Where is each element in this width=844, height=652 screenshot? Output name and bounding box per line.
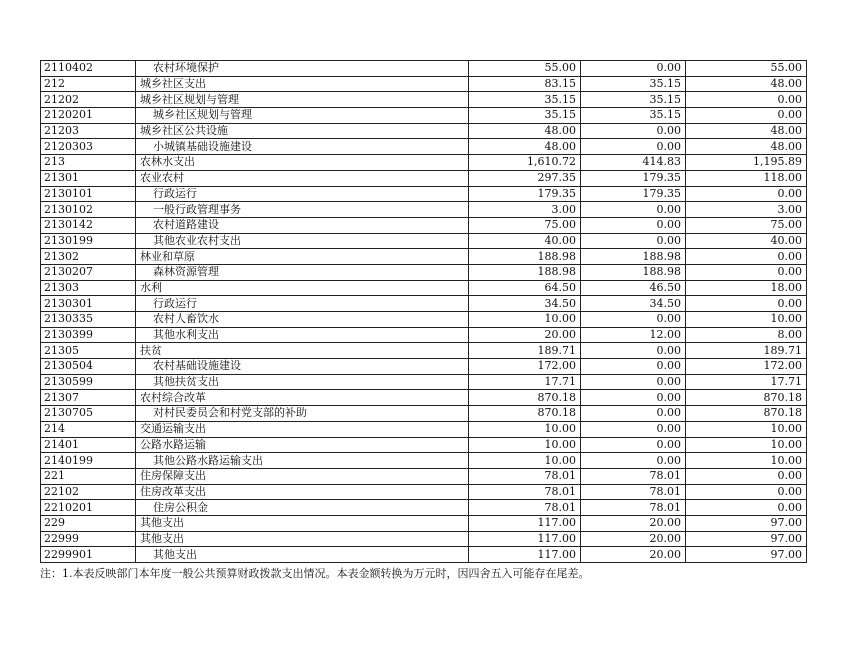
project-expenditure-cell: 0.00 xyxy=(686,264,807,280)
project-expenditure-cell: 0.00 xyxy=(686,500,807,516)
project-expenditure-cell: 0.00 xyxy=(686,468,807,484)
subject-name-cell: 交通运输支出 xyxy=(136,421,469,437)
total-amount-cell: 10.00 xyxy=(469,453,581,469)
basic-expenditure-cell: 0.00 xyxy=(581,123,686,139)
table-row xyxy=(41,312,807,328)
total-amount-cell: 83.15 xyxy=(469,76,581,92)
table-row xyxy=(41,500,807,516)
project-expenditure-cell: 10.00 xyxy=(686,453,807,469)
basic-expenditure-cell: 179.35 xyxy=(581,186,686,202)
subject-name-cell: 城乡社区规划与管理 xyxy=(136,108,469,124)
subject-name-cell: 其他扶贫支出 xyxy=(136,374,469,390)
basic-expenditure-cell: 188.98 xyxy=(581,264,686,280)
project-expenditure-cell: 870.18 xyxy=(686,390,807,406)
subject-code-cell: 2130102 xyxy=(41,202,136,218)
table-body xyxy=(41,61,807,563)
table-row xyxy=(41,108,807,124)
project-expenditure-cell: 97.00 xyxy=(686,547,807,563)
subject-name-cell: 小城镇基础设施建设 xyxy=(136,139,469,155)
total-amount-cell: 55.00 xyxy=(469,61,581,77)
subject-name-cell: 农村人畜饮水 xyxy=(136,312,469,328)
total-amount-cell: 117.00 xyxy=(469,531,581,547)
subject-code-cell: 21307 xyxy=(41,390,136,406)
subject-name-cell: 对村民委员会和村党支部的补助 xyxy=(136,406,469,422)
total-amount-cell: 48.00 xyxy=(469,123,581,139)
basic-expenditure-cell: 34.50 xyxy=(581,296,686,312)
table-row xyxy=(41,374,807,390)
project-expenditure-cell: 55.00 xyxy=(686,61,807,77)
subject-name-cell: 行政运行 xyxy=(136,296,469,312)
basic-expenditure-cell: 0.00 xyxy=(581,390,686,406)
total-amount-cell: 189.71 xyxy=(469,343,581,359)
table-row xyxy=(41,343,807,359)
subject-name-cell: 住房保障支出 xyxy=(136,468,469,484)
subject-name-cell: 住房改革支出 xyxy=(136,484,469,500)
subject-name-cell: 林业和草原 xyxy=(136,249,469,265)
project-expenditure-cell: 48.00 xyxy=(686,123,807,139)
table-row xyxy=(41,359,807,375)
basic-expenditure-cell: 0.00 xyxy=(581,359,686,375)
basic-expenditure-cell: 0.00 xyxy=(581,233,686,249)
subject-code-cell: 22102 xyxy=(41,484,136,500)
table-row xyxy=(41,202,807,218)
table-row xyxy=(41,296,807,312)
project-expenditure-cell: 0.00 xyxy=(686,296,807,312)
basic-expenditure-cell: 35.15 xyxy=(581,76,686,92)
total-amount-cell: 17.71 xyxy=(469,374,581,390)
project-expenditure-cell: 17.71 xyxy=(686,374,807,390)
subject-code-cell: 2130199 xyxy=(41,233,136,249)
table-row xyxy=(41,186,807,202)
project-expenditure-cell: 0.00 xyxy=(686,92,807,108)
table-footnote: 注：1.本表反映部门本年度一般公共预算财政拨款支出情况。本表金额转换为万元时，因四舍五入可能存在尾差。 xyxy=(40,567,590,580)
basic-expenditure-cell: 0.00 xyxy=(581,217,686,233)
table-row xyxy=(41,233,807,249)
subject-name-cell: 农村道路建设 xyxy=(136,217,469,233)
subject-name-cell: 公路水路运输 xyxy=(136,437,469,453)
subject-code-cell: 2130599 xyxy=(41,374,136,390)
subject-code-cell: 2110402 xyxy=(41,61,136,77)
basic-expenditure-cell: 78.01 xyxy=(581,468,686,484)
total-amount-cell: 48.00 xyxy=(469,139,581,155)
table-row xyxy=(41,547,807,563)
table-row xyxy=(41,421,807,437)
subject-name-cell: 其他支出 xyxy=(136,531,469,547)
basic-expenditure-cell: 46.50 xyxy=(581,280,686,296)
project-expenditure-cell: 48.00 xyxy=(686,139,807,155)
project-expenditure-cell: 48.00 xyxy=(686,76,807,92)
table-row xyxy=(41,390,807,406)
basic-expenditure-cell: 0.00 xyxy=(581,312,686,328)
subject-code-cell: 212 xyxy=(41,76,136,92)
subject-name-cell: 住房公积金 xyxy=(136,500,469,516)
total-amount-cell: 40.00 xyxy=(469,233,581,249)
total-amount-cell: 1,610.72 xyxy=(469,155,581,171)
subject-name-cell: 其他农业农村支出 xyxy=(136,233,469,249)
basic-expenditure-cell: 0.00 xyxy=(581,437,686,453)
project-expenditure-cell: 10.00 xyxy=(686,312,807,328)
total-amount-cell: 10.00 xyxy=(469,437,581,453)
total-amount-cell: 10.00 xyxy=(469,312,581,328)
subject-name-cell: 水利 xyxy=(136,280,469,296)
total-amount-cell: 35.15 xyxy=(469,92,581,108)
budget-expenditure-table xyxy=(40,60,807,563)
subject-code-cell: 21202 xyxy=(41,92,136,108)
subject-code-cell: 21305 xyxy=(41,343,136,359)
subject-code-cell: 2130301 xyxy=(41,296,136,312)
total-amount-cell: 34.50 xyxy=(469,296,581,312)
basic-expenditure-cell: 78.01 xyxy=(581,500,686,516)
subject-code-cell: 2120303 xyxy=(41,139,136,155)
table-row xyxy=(41,468,807,484)
subject-code-cell: 21303 xyxy=(41,280,136,296)
subject-code-cell: 2130335 xyxy=(41,312,136,328)
total-amount-cell: 20.00 xyxy=(469,327,581,343)
table-row xyxy=(41,406,807,422)
subject-code-cell: 214 xyxy=(41,421,136,437)
total-amount-cell: 870.18 xyxy=(469,390,581,406)
table-row xyxy=(41,264,807,280)
basic-expenditure-cell: 78.01 xyxy=(581,484,686,500)
table-row xyxy=(41,155,807,171)
subject-name-cell: 其他支出 xyxy=(136,515,469,531)
basic-expenditure-cell: 188.98 xyxy=(581,249,686,265)
subject-code-cell: 21301 xyxy=(41,170,136,186)
project-expenditure-cell: 18.00 xyxy=(686,280,807,296)
project-expenditure-cell: 10.00 xyxy=(686,421,807,437)
subject-code-cell: 2130399 xyxy=(41,327,136,343)
basic-expenditure-cell: 0.00 xyxy=(581,202,686,218)
project-expenditure-cell: 0.00 xyxy=(686,186,807,202)
subject-name-cell: 农村综合改革 xyxy=(136,390,469,406)
subject-code-cell: 2210201 xyxy=(41,500,136,516)
subject-name-cell: 农村基础设施建设 xyxy=(136,359,469,375)
basic-expenditure-cell: 0.00 xyxy=(581,61,686,77)
basic-expenditure-cell: 179.35 xyxy=(581,170,686,186)
basic-expenditure-cell: 20.00 xyxy=(581,515,686,531)
subject-code-cell: 221 xyxy=(41,468,136,484)
project-expenditure-cell: 8.00 xyxy=(686,327,807,343)
project-expenditure-cell: 10.00 xyxy=(686,437,807,453)
subject-code-cell: 2299901 xyxy=(41,547,136,563)
table-row xyxy=(41,249,807,265)
project-expenditure-cell: 0.00 xyxy=(686,108,807,124)
subject-name-cell: 农林水支出 xyxy=(136,155,469,171)
basic-expenditure-cell: 20.00 xyxy=(581,547,686,563)
subject-code-cell: 22999 xyxy=(41,531,136,547)
subject-name-cell: 扶贫 xyxy=(136,343,469,359)
table-row xyxy=(41,280,807,296)
basic-expenditure-cell: 35.15 xyxy=(581,92,686,108)
table-row xyxy=(41,217,807,233)
table-row xyxy=(41,170,807,186)
project-expenditure-cell: 75.00 xyxy=(686,217,807,233)
total-amount-cell: 10.00 xyxy=(469,421,581,437)
total-amount-cell: 188.98 xyxy=(469,264,581,280)
subject-name-cell: 农村环境保护 xyxy=(136,61,469,77)
project-expenditure-cell: 97.00 xyxy=(686,515,807,531)
subject-code-cell: 2130705 xyxy=(41,406,136,422)
subject-name-cell: 城乡社区公共设施 xyxy=(136,123,469,139)
subject-code-cell: 229 xyxy=(41,515,136,531)
total-amount-cell: 179.35 xyxy=(469,186,581,202)
subject-name-cell: 农业农村 xyxy=(136,170,469,186)
basic-expenditure-cell: 20.00 xyxy=(581,531,686,547)
total-amount-cell: 297.35 xyxy=(469,170,581,186)
project-expenditure-cell: 0.00 xyxy=(686,484,807,500)
basic-expenditure-cell: 0.00 xyxy=(581,343,686,359)
subject-name-cell: 城乡社区规划与管理 xyxy=(136,92,469,108)
table-row xyxy=(41,484,807,500)
basic-expenditure-cell: 0.00 xyxy=(581,374,686,390)
project-expenditure-cell: 118.00 xyxy=(686,170,807,186)
subject-code-cell: 2140199 xyxy=(41,453,136,469)
total-amount-cell: 35.15 xyxy=(469,108,581,124)
project-expenditure-cell: 3.00 xyxy=(686,202,807,218)
table-row xyxy=(41,61,807,77)
total-amount-cell: 117.00 xyxy=(469,547,581,563)
subject-code-cell: 21401 xyxy=(41,437,136,453)
basic-expenditure-cell: 35.15 xyxy=(581,108,686,124)
total-amount-cell: 64.50 xyxy=(469,280,581,296)
total-amount-cell: 188.98 xyxy=(469,249,581,265)
table-row xyxy=(41,123,807,139)
basic-expenditure-cell: 0.00 xyxy=(581,406,686,422)
subject-code-cell: 2120201 xyxy=(41,108,136,124)
total-amount-cell: 172.00 xyxy=(469,359,581,375)
project-expenditure-cell: 0.00 xyxy=(686,249,807,265)
basic-expenditure-cell: 0.00 xyxy=(581,139,686,155)
table-row xyxy=(41,139,807,155)
subject-name-cell: 其他支出 xyxy=(136,547,469,563)
table-row xyxy=(41,437,807,453)
table-row xyxy=(41,515,807,531)
total-amount-cell: 78.01 xyxy=(469,468,581,484)
table-row xyxy=(41,327,807,343)
project-expenditure-cell: 40.00 xyxy=(686,233,807,249)
subject-name-cell: 城乡社区支出 xyxy=(136,76,469,92)
total-amount-cell: 78.01 xyxy=(469,500,581,516)
subject-name-cell: 一般行政管理事务 xyxy=(136,202,469,218)
project-expenditure-cell: 870.18 xyxy=(686,406,807,422)
subject-code-cell: 2130142 xyxy=(41,217,136,233)
subject-name-cell: 森林资源管理 xyxy=(136,264,469,280)
table-row xyxy=(41,92,807,108)
basic-expenditure-cell: 0.00 xyxy=(581,421,686,437)
subject-name-cell: 行政运行 xyxy=(136,186,469,202)
project-expenditure-cell: 189.71 xyxy=(686,343,807,359)
project-expenditure-cell: 97.00 xyxy=(686,531,807,547)
subject-code-cell: 21203 xyxy=(41,123,136,139)
total-amount-cell: 117.00 xyxy=(469,515,581,531)
subject-code-cell: 21302 xyxy=(41,249,136,265)
basic-expenditure-cell: 0.00 xyxy=(581,453,686,469)
total-amount-cell: 78.01 xyxy=(469,484,581,500)
project-expenditure-cell: 1,195.89 xyxy=(686,155,807,171)
subject-code-cell: 2130207 xyxy=(41,264,136,280)
table-row xyxy=(41,453,807,469)
subject-code-cell: 213 xyxy=(41,155,136,171)
table-row xyxy=(41,76,807,92)
basic-expenditure-cell: 414.83 xyxy=(581,155,686,171)
total-amount-cell: 3.00 xyxy=(469,202,581,218)
subject-code-cell: 2130101 xyxy=(41,186,136,202)
basic-expenditure-cell: 12.00 xyxy=(581,327,686,343)
project-expenditure-cell: 172.00 xyxy=(686,359,807,375)
total-amount-cell: 75.00 xyxy=(469,217,581,233)
total-amount-cell: 870.18 xyxy=(469,406,581,422)
subject-name-cell: 其他水利支出 xyxy=(136,327,469,343)
subject-code-cell: 2130504 xyxy=(41,359,136,375)
table-row xyxy=(41,531,807,547)
subject-name-cell: 其他公路水路运输支出 xyxy=(136,453,469,469)
